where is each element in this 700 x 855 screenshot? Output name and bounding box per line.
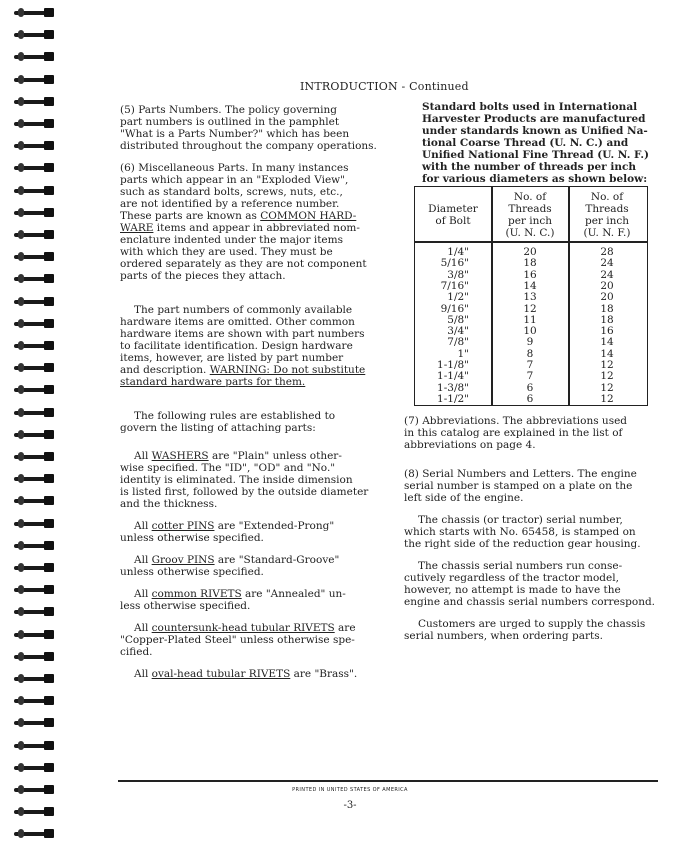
text-line: parts which appear in an "Exploded View", — [120, 174, 349, 186]
text-line — [120, 450, 390, 462]
table-cell-unf: 14 — [600, 336, 614, 349]
text-line — [120, 222, 390, 234]
text-line: distributed throughout the company operations. — [120, 140, 377, 152]
customers-paragraph — [404, 618, 664, 642]
text-line — [120, 668, 390, 680]
text-line: unless otherwise specified. — [120, 532, 264, 544]
binding-ring — [14, 52, 58, 61]
binding-ring — [14, 563, 58, 572]
binding-ring — [14, 75, 58, 84]
table-cell-diameter: 1-1/8" — [437, 359, 469, 371]
countersunk-rivets-rule — [120, 622, 390, 658]
serial-numbers-paragraph — [404, 468, 664, 504]
text-line: "What is a Parts Number?" which has been — [120, 128, 350, 140]
header-line: No. of — [513, 191, 547, 203]
text-span: All — [134, 450, 152, 462]
table-cell-diameter: 1/2" — [447, 291, 469, 304]
text-line: which starts with No. 65458, is stamped on — [404, 526, 636, 538]
common-hardware-paragraph — [120, 304, 390, 388]
common-rivets-rule — [120, 588, 390, 612]
table-cell-unc: 20 — [523, 246, 537, 258]
text-line: and the thickness. — [120, 498, 218, 510]
serial-correspondence-paragraph — [404, 560, 664, 608]
table-cell-diameter: 5/16" — [440, 257, 469, 270]
binding-ring — [14, 674, 58, 683]
text-span: are "Plain" unless other- — [208, 450, 342, 462]
table-cell-unc: 6 — [526, 392, 534, 405]
binding-ring — [14, 341, 58, 350]
table-cell-unc: 6 — [526, 381, 534, 394]
binding-ring — [14, 541, 58, 550]
table-cell-diameter: 7/8" — [447, 336, 469, 349]
oval-rivets-rule — [120, 668, 390, 680]
binding-ring — [14, 763, 58, 772]
table-cell-unf: 28 — [600, 246, 614, 258]
text-line: to facilitate identification. Design hardware — [120, 340, 353, 352]
text-span: items and appear in abbreviated nom- — [153, 222, 360, 234]
text-line: with the number of threads per inch — [422, 161, 637, 173]
text-line: (7) Abbreviations. The abbreviations used — [404, 415, 628, 427]
underlined-term: common RIVETS — [151, 588, 242, 600]
printed-notice: PRINTED IN UNITED STATES OF AMERICA — [292, 787, 408, 793]
table-cell-unf: 20 — [600, 291, 614, 304]
table-cell-unc: 10 — [523, 325, 537, 338]
table-cell-diameter: 1" — [457, 347, 469, 360]
table-header-unf — [569, 191, 645, 239]
text-line: hardware items are shown with part numbers — [120, 328, 365, 340]
text-span: All — [134, 668, 152, 680]
text-line: Customers are urged to supply the chassis — [418, 618, 646, 630]
table-cell-unf: 14 — [600, 347, 614, 360]
text-span: These parts are known as — [120, 210, 261, 222]
binding-ring — [14, 741, 58, 750]
header-line: Diameter — [428, 203, 478, 215]
table-cell-unc: 13 — [523, 291, 537, 304]
binding-ring — [14, 363, 58, 372]
text-line: tional Coarse Thread (U. N. C.) and — [422, 137, 629, 149]
text-line: Standard bolts used in International — [422, 101, 638, 113]
table-cell-unc: 9 — [526, 336, 534, 349]
binding-ring — [14, 274, 58, 283]
binding-ring — [14, 385, 58, 394]
binding-ring — [14, 408, 58, 417]
text-line: the right side of the reduction gear housing. — [404, 538, 641, 550]
spiral-binding — [0, 0, 62, 855]
binding-ring — [14, 208, 58, 217]
bolts-intro-paragraph — [422, 101, 662, 185]
binding-ring — [14, 519, 58, 528]
table-cell-unf: 18 — [600, 313, 614, 326]
binding-ring — [14, 141, 58, 150]
header-line: Threads — [585, 203, 629, 215]
binding-ring — [14, 829, 58, 838]
table-cell-unc: 18 — [523, 257, 537, 270]
text-span: All — [134, 554, 152, 566]
binding-ring — [14, 97, 58, 106]
text-line: wise specified. The "ID", "OD" and "No." — [120, 462, 336, 474]
table-cell-unf: 12 — [600, 359, 614, 371]
binding-ring — [14, 297, 58, 306]
left-column — [120, 104, 390, 680]
text-line: The chassis serial numbers run conse- — [418, 560, 623, 572]
miscellaneous-parts-paragraph — [120, 162, 390, 282]
text-line — [120, 520, 390, 532]
text-line: The chassis (or tractor) serial number, — [418, 514, 623, 526]
binding-ring — [14, 252, 58, 261]
text-line: cutively regardless of the tractor model, — [404, 572, 619, 584]
text-line: (8) Serial Numbers and Letters. The engine — [404, 468, 637, 480]
cotter-pins-rule — [120, 520, 390, 544]
text-line: Harvester Products are manufactured — [422, 113, 646, 125]
header-line: No. of — [590, 191, 624, 203]
text-line: unless otherwise specified. — [120, 566, 264, 578]
text-line: for various diameters as shown below: — [422, 173, 648, 185]
table-cell-diameter: 1-1/4" — [437, 370, 469, 383]
rules-intro-paragraph — [120, 410, 390, 434]
binding-ring — [14, 452, 58, 461]
text-span: and description. — [120, 364, 210, 376]
text-line: less otherwise specified. — [120, 600, 251, 612]
underlined-term: COMMON HARD- — [260, 210, 357, 222]
table-cell-unc: 8 — [526, 347, 534, 360]
text-line — [120, 588, 390, 600]
table-cell-unf: 24 — [600, 268, 614, 281]
table-cell-diameter: 3/8" — [447, 268, 469, 281]
table-divider — [415, 241, 647, 243]
text-line: identity is eliminated. The inside dimension — [120, 474, 353, 486]
table-cell-unf: 20 — [600, 279, 614, 292]
text-line: abbreviations on page 4. — [404, 439, 536, 451]
table-header-unc — [492, 191, 568, 239]
page-title: INTRODUCTION - Continued — [300, 80, 469, 93]
text-span: are "Annealed" un- — [241, 588, 346, 600]
text-line: govern the listing of attaching parts: — [120, 422, 316, 434]
binding-ring — [14, 163, 58, 172]
table-cell-unc: 16 — [523, 268, 537, 281]
table-cell-unf: 16 — [600, 325, 614, 338]
table-cell-unf: 12 — [600, 392, 614, 405]
table-cell-unc: 11 — [523, 313, 537, 326]
text-line: (5) Parts Numbers. The policy governing — [120, 104, 337, 116]
text-line: are not identified by a reference number. — [120, 198, 340, 210]
text-line: left side of the engine. — [404, 492, 524, 504]
binding-ring — [14, 607, 58, 616]
text-line: engine and chassis serial numbers correspond. — [404, 596, 656, 608]
text-line: items, however, are listed by part number — [120, 352, 344, 364]
table-cell-unf: 24 — [600, 257, 614, 270]
underlined-term: WASHERS — [151, 450, 209, 462]
washers-rule — [120, 450, 390, 510]
underlined-term: WARE — [120, 222, 154, 234]
text-line: ordered separately as they are not component — [120, 258, 367, 270]
header-line: (U. N. C.) — [505, 227, 555, 239]
footer-rule — [118, 780, 658, 782]
text-line — [120, 622, 390, 634]
table-cell-unc: 7 — [526, 359, 534, 371]
text-span: All — [134, 520, 152, 532]
binding-ring — [14, 474, 58, 483]
binding-ring — [14, 30, 58, 39]
underlined-term: countersunk-head tubular RIVETS — [151, 622, 335, 634]
warning-text: WARNING: Do not substitute — [209, 364, 366, 376]
text-line — [120, 210, 390, 222]
table-cell-unf: 12 — [600, 381, 614, 394]
header-line: of Bolt — [435, 215, 471, 227]
binding-ring — [14, 8, 58, 17]
underlined-term: Groov PINS — [151, 554, 215, 566]
text-line: (6) Miscellaneous Parts. In many instances — [120, 162, 349, 174]
binding-ring — [14, 718, 58, 727]
text-line: under standards known as Unified Na- — [422, 125, 648, 137]
text-line: Unified National Fine Thread (U. N. F.) — [422, 149, 650, 161]
text-line — [120, 364, 390, 376]
binding-ring — [14, 496, 58, 505]
text-span: are "Extended-Prong" — [214, 520, 335, 532]
table-cell-diameter: 1/4" — [447, 246, 469, 258]
text-line — [120, 376, 390, 388]
table-cell-diameter: 5/8" — [447, 313, 469, 326]
page-number: -3- — [343, 800, 357, 811]
binding-ring — [14, 585, 58, 594]
binding-ring — [14, 119, 58, 128]
text-line: The part numbers of commonly available — [134, 304, 353, 316]
warning-text: standard hardware parts for them. — [120, 376, 306, 388]
underlined-term: oval-head tubular RIVETS — [151, 668, 291, 680]
header-line: (U. N. F.) — [583, 227, 631, 239]
header-line: Threads — [508, 203, 552, 215]
abbreviations-paragraph — [404, 415, 664, 451]
table-cell-diameter: 9/16" — [440, 302, 469, 315]
header-line: per inch — [584, 215, 630, 227]
text-line: serial number is stamped on a plate on the — [404, 480, 633, 492]
table-header-diameter — [415, 203, 491, 227]
binding-ring — [14, 652, 58, 661]
text-line: The following rules are established to — [134, 410, 336, 422]
binding-ring — [14, 319, 58, 328]
text-line: parts of the pieces they attach. — [120, 270, 286, 282]
binding-ring — [14, 230, 58, 239]
text-span: are "Standard-Groove" — [214, 554, 340, 566]
binding-ring — [14, 696, 58, 705]
table-cell-diameter: 7/16" — [440, 279, 469, 292]
text-line: "Copper-Plated Steel" unless otherwise spe- — [120, 634, 355, 646]
text-line: part numbers is outlined in the pamphlet — [120, 116, 340, 128]
right-lower-column — [404, 415, 664, 642]
text-line: in this catalog are explained in the list of — [404, 427, 623, 439]
parts-numbers-paragraph — [120, 104, 390, 152]
table-cell-unc: 12 — [523, 302, 537, 315]
table-cell-diameter: 1-1/2" — [437, 392, 469, 405]
text-line: however, no attempt is made to have the — [404, 584, 621, 596]
binding-ring — [14, 430, 58, 439]
text-span: All — [134, 622, 152, 634]
text-line: enclature indented under the major items — [120, 234, 343, 246]
binding-ring — [14, 630, 58, 639]
chassis-serial-paragraph — [404, 514, 664, 550]
table-cell-unc: 7 — [526, 370, 534, 383]
text-span: are "Brass". — [290, 668, 358, 680]
text-line: such as standard bolts, screws, nuts, etc., — [120, 186, 343, 198]
text-line — [120, 554, 390, 566]
text-line: cified. — [120, 646, 153, 658]
table-cell-unf: 18 — [600, 302, 614, 315]
groov-pins-rule — [120, 554, 390, 578]
header-line: per inch — [507, 215, 553, 227]
text-line: with which they are used. They must be — [120, 246, 333, 258]
thread-table — [414, 186, 648, 406]
text-line: serial numbers, when ordering parts. — [404, 630, 603, 642]
underlined-term: cotter PINS — [151, 520, 215, 532]
text-line: is listed first, followed by the outside diameter — [120, 486, 369, 498]
text-line: hardware items are omitted. Other common — [120, 316, 355, 328]
text-span: All — [134, 588, 152, 600]
text-span: are — [334, 622, 356, 634]
table-cell-unf: 12 — [600, 370, 614, 383]
table-cell-diameter: 1-3/8" — [437, 381, 469, 394]
table-cell-unc: 14 — [523, 279, 537, 292]
binding-ring — [14, 186, 58, 195]
table-cell-diameter: 3/4" — [447, 325, 469, 338]
